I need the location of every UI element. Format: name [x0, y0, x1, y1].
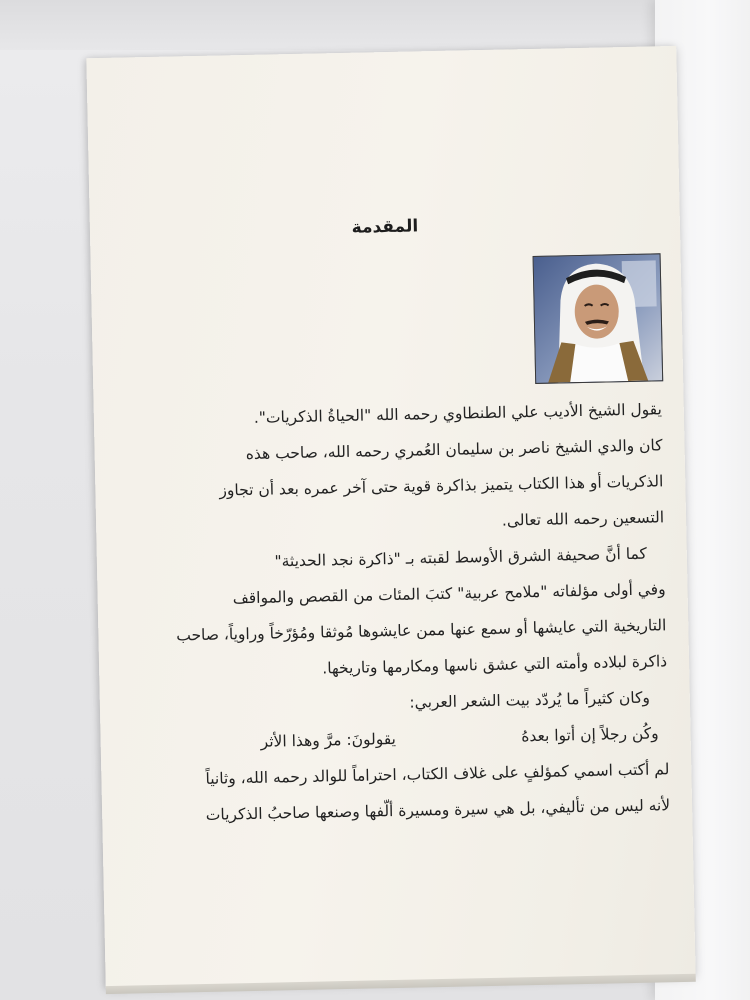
- text-line: التاريخية التي عايشها أو سمع عنها ممن عايشوها مُوثقا ومُؤرّخاً وراوياً، صاحب: [176, 616, 667, 645]
- author-photo: [533, 253, 664, 384]
- text-line: كان والدي الشيخ ناصر بن سليمان العُمري رحمه الله، صاحب هذه: [245, 436, 663, 464]
- verse-second-hemistich: يقولونَ: مرَّ وهذا الأثر: [260, 729, 397, 751]
- text-line: التسعين رحمه الله تعالى.: [501, 508, 665, 530]
- page-body-text: [124, 391, 671, 834]
- portrait-image: [534, 254, 663, 383]
- text-line: لأنه ليس من تأليفي، بل هي سيرة ومسيرة ألّفها وصنعها صاحبُ الذكريات: [205, 796, 671, 824]
- text-line: لم أكتب اسمي كمؤلفٍ على غلاف الكتاب، احتراماً للوالد رحمه الله، وثانياً: [205, 760, 670, 788]
- text-line: ذاكرة لبلاده وأمته التي عشق ناسها ومكارمها وتاريخها.: [322, 652, 668, 678]
- book-page: [86, 46, 695, 988]
- text-line: يقول الشيخ الأديب علي الطنطاوي رحمه الله "الحياةُ الذكريات".: [253, 400, 662, 427]
- verse-first-hemistich: وكُن رجلاً إن أتوا بعدهُ: [521, 724, 659, 746]
- page-heading: المقدمة: [351, 216, 419, 238]
- text-line: الذكريات أو هذا الكتاب يتميز بذاكرة قوية حتى آخر عمره بعد أن تجاوز: [219, 472, 664, 500]
- text-line: كما أنَّ صحيفة الشرق الأوسط لقبته بـ "ذاكرة نجد الحديثة": [274, 544, 648, 571]
- background-paper-top: [0, 0, 660, 50]
- text-line: وفي أولى مؤلفاته "ملامح عربية" كتبَ المئات من القصص والمواقف: [232, 580, 666, 608]
- text-line: وكان كثيراً ما يُردّد بيت الشعر العربي:: [409, 688, 651, 712]
